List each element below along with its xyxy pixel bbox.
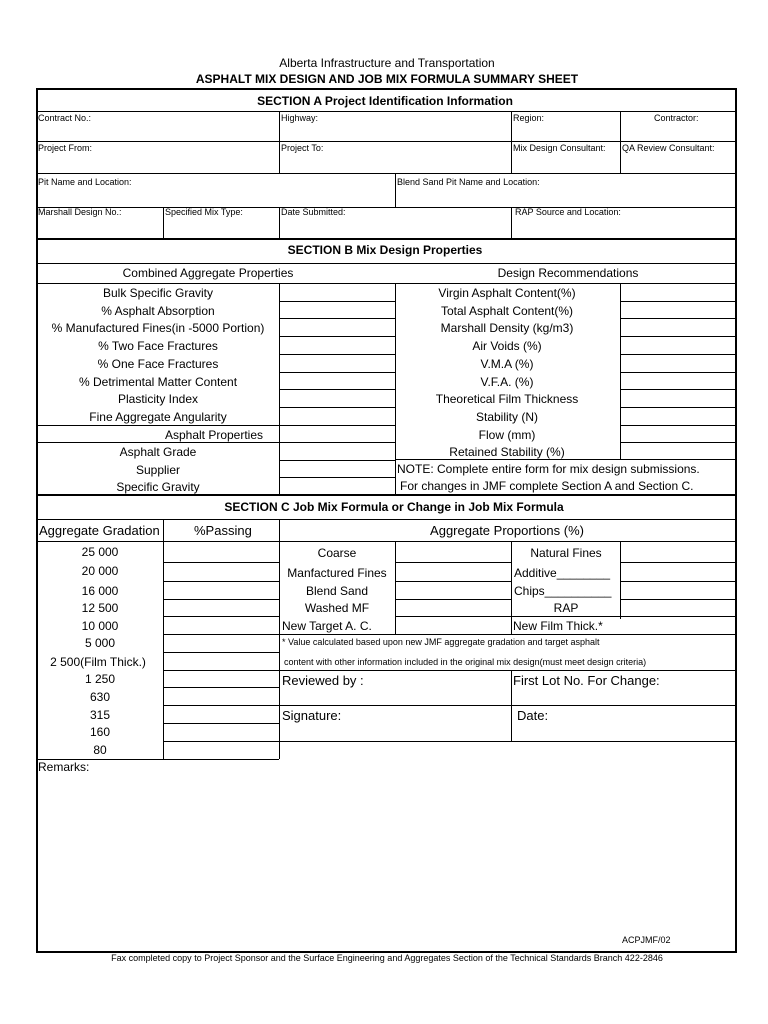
divider [620, 581, 735, 582]
total-asphalt-content-label: Total Asphalt Content(%) [440, 304, 574, 318]
form-frame [36, 88, 737, 953]
reviewed-by-field[interactable]: Reviewed by : [282, 673, 364, 688]
section-b-title: SECTION B Mix Design Properties [287, 243, 483, 257]
divider [279, 670, 735, 671]
divider [36, 173, 735, 174]
divider [279, 207, 280, 238]
mix-design-consultant-field[interactable]: Mix Design Consultant: [513, 143, 606, 153]
aggregate-proportions-header: Aggregate Proportions (%) [430, 523, 584, 538]
divider [279, 389, 395, 390]
blend-sand-label: Blend Sand [305, 584, 369, 598]
divider [395, 562, 511, 563]
divider [620, 541, 621, 619]
divider [620, 442, 735, 443]
divider [279, 705, 735, 706]
divider [511, 616, 735, 617]
project-from-field[interactable]: Project From: [38, 143, 93, 153]
sieve-5000: 5 000 [84, 636, 116, 650]
divider [395, 541, 396, 634]
section-c-title: SECTION C Job Mix Formula or Change in Job Mix Formula [224, 500, 564, 514]
divider [279, 111, 280, 173]
vma-label: V.M.A (%) [480, 357, 534, 371]
form-title: ASPHALT MIX DESIGN AND JOB MIX FORMULA SUMMARY SHEET [195, 72, 579, 86]
coarse-label: Coarse [317, 546, 357, 560]
detrimental-matter-label: % Detrimental Matter Content [78, 375, 238, 389]
asphalt-properties-header: Asphalt Properties [164, 428, 264, 442]
divider [279, 741, 735, 742]
sieve-2500: 2 500(Film Thick.) [50, 655, 146, 669]
natural-fines-label: Natural Fines [530, 546, 602, 560]
combined-aggregate-header: Combined Aggregate Properties [122, 266, 294, 280]
footnote-line-2: content with other information included in the original mix design(must meet design criteria) [284, 657, 647, 667]
section-a-title: SECTION A Project Identification Information [257, 94, 513, 108]
divider [36, 519, 735, 520]
sieve-10000: 10 000 [81, 619, 119, 633]
first-lot-field[interactable]: First Lot No. For Change: [513, 673, 660, 688]
plasticity-index-label: Plasticity Index [117, 392, 199, 406]
divider [163, 581, 279, 582]
manufactured-fines-label: % Manufactured Fines(in -5000 Portion) [51, 321, 265, 335]
bulk-specific-gravity-label: Bulk Specific Gravity [102, 286, 214, 300]
footnote-line-1: * Value calculated based upon new JMF aggregate gradation and target asphalt [282, 637, 600, 647]
divider [620, 562, 735, 563]
contractor-field[interactable]: Contractor: [654, 113, 699, 123]
section-divider [36, 494, 735, 496]
divider [279, 477, 395, 478]
divider [395, 616, 511, 617]
divider [279, 354, 395, 355]
blend-sand-pit-field[interactable]: Blend Sand Pit Name and Location: [397, 177, 540, 187]
passing-header: %Passing [194, 523, 252, 538]
divider [36, 207, 735, 208]
air-voids-label: Air Voids (%) [472, 339, 542, 353]
divider [620, 354, 735, 355]
divider [395, 599, 511, 600]
pit-name-field[interactable]: Pit Name and Location: [38, 177, 132, 187]
divider [36, 263, 735, 264]
divider [163, 687, 279, 688]
divider [511, 207, 512, 238]
divider [163, 599, 279, 600]
sieve-12500: 12 500 [81, 601, 119, 615]
divider [36, 141, 735, 142]
highway-field[interactable]: Highway: [281, 113, 319, 123]
new-target-ac-label: New Target A. C. [282, 619, 372, 633]
divider [163, 616, 279, 617]
divider [620, 599, 735, 600]
note-mix-design: NOTE: Complete entire form for mix design submissions. [397, 462, 700, 476]
divider [279, 372, 395, 373]
divider [620, 407, 735, 408]
section-divider [36, 238, 735, 240]
divider [620, 111, 621, 173]
aggregate-gradation-header: Aggregate Gradation [39, 523, 160, 538]
divider [279, 301, 395, 302]
two-face-fractures-label: % Two Face Fractures [98, 339, 218, 353]
marshall-design-no-field[interactable]: Marshall Design No.: [38, 207, 122, 217]
divider [620, 389, 735, 390]
sieve-630: 630 [89, 690, 111, 704]
one-face-fractures-label: % One Face Fractures [97, 357, 219, 371]
divider [163, 705, 279, 706]
flow-label: Flow (mm) [478, 428, 536, 442]
stability-label: Stability (N) [475, 410, 539, 424]
sieve-80: 80 [93, 743, 107, 757]
date-submitted-field[interactable]: Date Submitted: [281, 207, 346, 217]
divider [36, 541, 735, 542]
chips-label: Chips__________ [514, 584, 612, 598]
supplier-label: Supplier [135, 463, 181, 477]
divider [36, 111, 735, 112]
divider [620, 283, 621, 459]
divider [395, 459, 735, 460]
divider [279, 634, 735, 635]
rap-source-field[interactable]: RAP Source and Location: [515, 207, 621, 217]
divider [163, 207, 164, 238]
divider [620, 372, 735, 373]
new-film-thick-label: New Film Thick.* [513, 619, 603, 633]
form-code: ACPJMF/02 [622, 935, 671, 945]
theoretical-film-thickness-label: Theoretical Film Thickness [435, 392, 579, 406]
specified-mix-type-field[interactable]: Specified Mix Type: [165, 207, 243, 217]
additive-label: Additive________ [514, 566, 611, 580]
virgin-asphalt-content-label: Virgin Asphalt Content(%) [438, 286, 576, 300]
sieve-315: 315 [89, 708, 111, 722]
divider [395, 581, 511, 582]
contract-no-field[interactable]: Contract No.: [38, 113, 92, 123]
note-jmf-changes: For changes in JMF complete Section A and Section C. [400, 479, 694, 493]
divider [395, 283, 396, 494]
asphalt-grade-label: Asphalt Grade [119, 445, 197, 459]
divider [395, 173, 396, 207]
divider [279, 407, 395, 408]
sieve-20000: 20 000 [81, 564, 119, 578]
sieve-25000: 25 000 [81, 545, 119, 559]
divider [163, 741, 279, 742]
sieve-1250: 1 250 [84, 672, 116, 686]
manufactured-fines-prop-label: Manfactured Fines [287, 566, 387, 580]
signature-field[interactable]: Signature: [282, 708, 342, 723]
divider [279, 318, 395, 319]
divider [163, 723, 279, 724]
divider [620, 336, 735, 337]
divider [279, 460, 395, 461]
agency-name: Alberta Infrastructure and Transportation [279, 56, 495, 70]
project-to-field[interactable]: Project To: [281, 143, 324, 153]
divider [36, 283, 735, 284]
remarks-field[interactable]: Remarks: [38, 760, 90, 774]
date-field[interactable]: Date: [517, 708, 549, 723]
vfa-label: V.F.A. (%) [480, 375, 534, 389]
sieve-160: 160 [89, 725, 111, 739]
design-recommendations-header: Design Recommendations [497, 266, 639, 280]
divider [620, 301, 735, 302]
marshall-density-label: Marshall Density (kg/m3) [440, 321, 574, 335]
divider [163, 562, 279, 563]
specific-gravity-label: Specific Gravity [116, 480, 200, 494]
footer-fax-note: Fax completed copy to Project Sponsor and the Surface Engineering and Aggregates Section of the Technical Standards Branch 422-2846 [111, 953, 663, 963]
qa-review-consultant-field[interactable]: QA Review Consultant: [622, 143, 715, 153]
washed-mf-label: Washed MF [304, 601, 370, 615]
rap-label: RAP [553, 601, 579, 615]
sieve-16000: 16 000 [81, 584, 119, 598]
divider [511, 111, 512, 173]
divider [620, 318, 735, 319]
divider [36, 425, 395, 426]
region-field[interactable]: Region: [513, 113, 545, 123]
divider [620, 425, 735, 426]
divider [163, 652, 279, 653]
divider [163, 634, 279, 635]
divider [511, 541, 512, 634]
divider [163, 670, 279, 671]
divider [36, 442, 395, 443]
divider [279, 336, 395, 337]
fine-aggregate-angularity-label: Fine Aggregate Angularity [89, 410, 227, 424]
retained-stability-label: Retained Stability (%) [449, 445, 565, 459]
asphalt-absorption-label: % Asphalt Absorption [101, 304, 215, 318]
divider [279, 519, 280, 759]
